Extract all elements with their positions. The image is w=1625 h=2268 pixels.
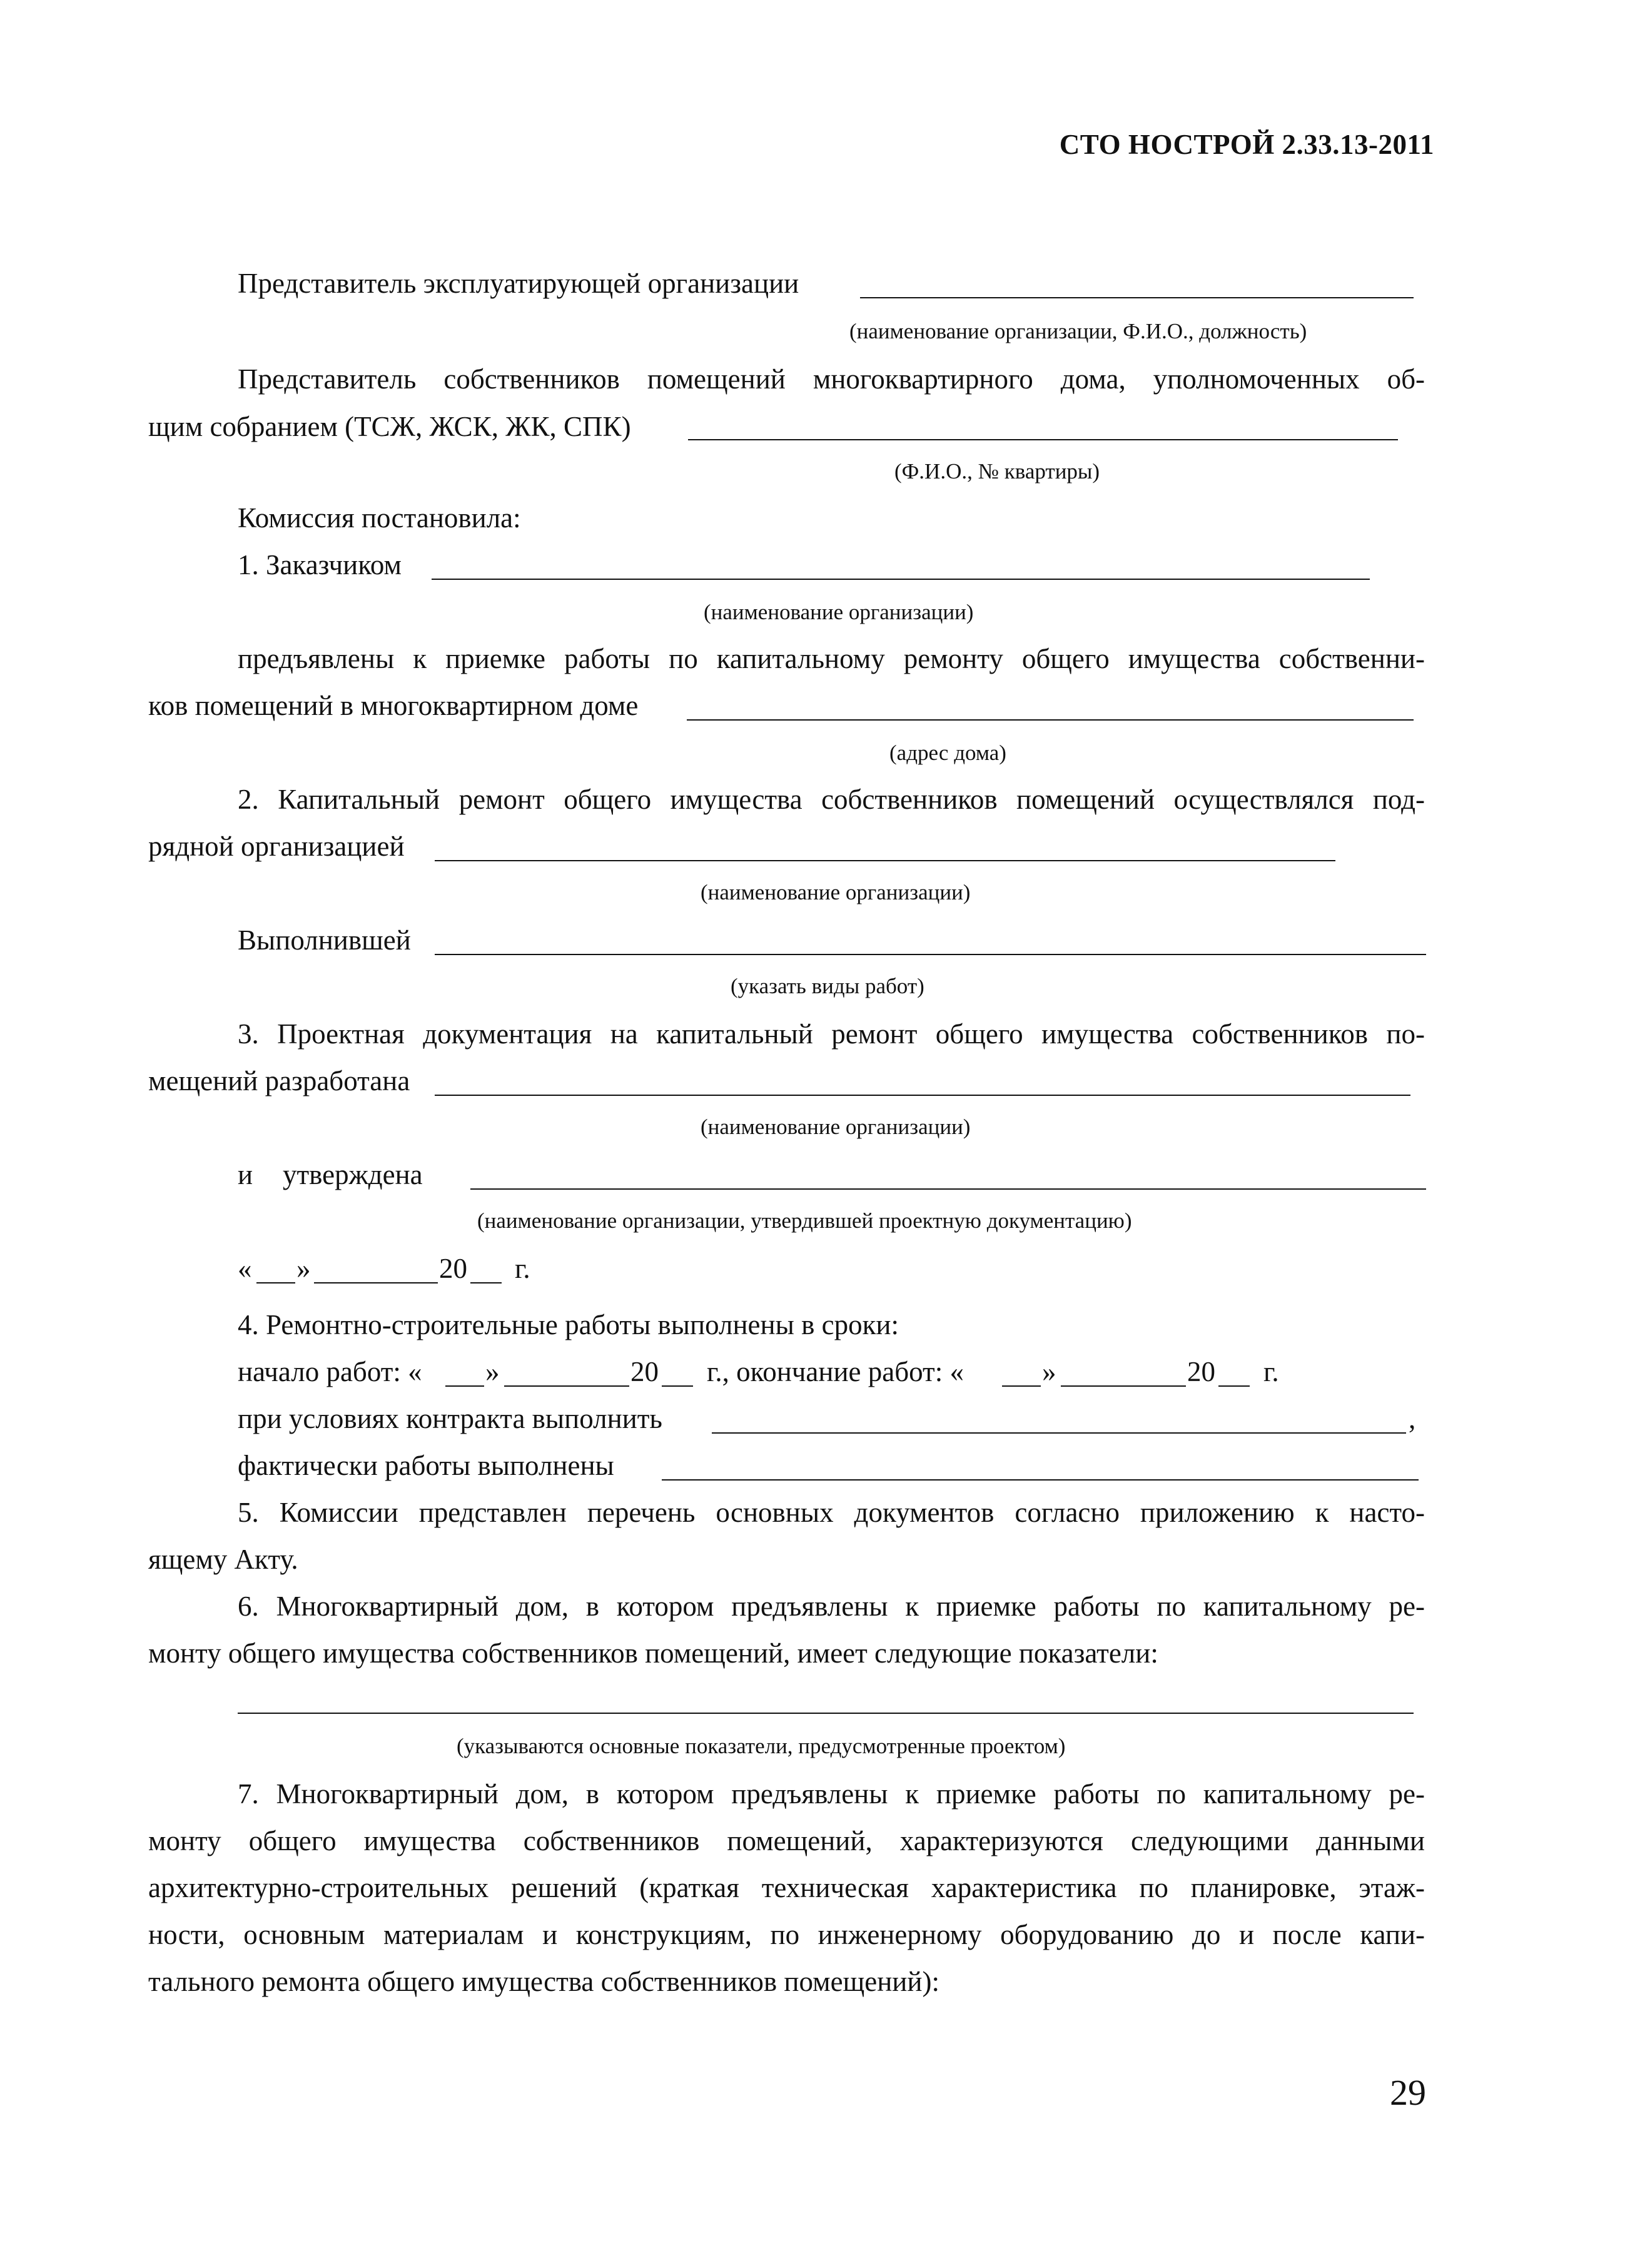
start-label: начало работ: «	[238, 1356, 422, 1387]
indicators-blank[interactable]	[238, 1713, 1414, 1714]
owners-rep-hint: (Ф.И.О., № квартиры)	[894, 459, 1100, 483]
terms-heading: 4. Ремонтно-строительные работы выполнены в сроки:	[238, 1309, 899, 1340]
contract-comma: ,	[1409, 1403, 1416, 1434]
p7-line-3: архитектурно-строительных решений (краткая техническая характеристика по планировке, этаж-	[148, 1872, 1425, 1903]
contractor-hint: (наименование организации)	[701, 880, 971, 904]
document-code: СТО НОСТРОЙ 2.33.13-2011	[1059, 129, 1434, 160]
indicators-hint: (указываются основные показатели, предусмотренные проектом)	[457, 1734, 1066, 1758]
actual-label: фактически работы выполнены	[238, 1450, 614, 1481]
commission-heading: Комиссия постановила:	[238, 502, 521, 534]
end-year-suffix: г.	[1263, 1356, 1279, 1387]
contractor-line-2: рядной организацией	[148, 831, 405, 862]
end-day-blank[interactable]	[1002, 1385, 1041, 1387]
operating-org-label: Представитель эксплуатирующей организации	[238, 268, 799, 299]
start-month-blank[interactable]	[504, 1385, 629, 1387]
design-line-1: 3. Проектная документация на капитальный ремонт общего имущества собственников по-	[238, 1018, 1425, 1050]
start-close-quote: »	[485, 1356, 500, 1387]
date-day-blank[interactable]	[256, 1282, 295, 1283]
p7-line-1: 7. Многоквартирный дом, в котором предъявлены к приемке работы по капитальному ре-	[238, 1778, 1425, 1810]
owners-rep-line-2: щим собранием (ТСЖ, ЖСК, ЖК, СПК)	[148, 411, 631, 442]
contract-blank[interactable]	[712, 1432, 1406, 1434]
date-close-quote: »	[296, 1253, 311, 1284]
start-year-blank[interactable]	[662, 1385, 693, 1387]
start-year-prefix: 20	[630, 1356, 659, 1387]
end-year-prefix: 20	[1187, 1356, 1215, 1387]
works-hint: (указать виды работ)	[731, 974, 924, 998]
presented-line-1: предъявлены к приемке работы по капитальному ремонту общего имущества собственни-	[238, 643, 1425, 674]
p7-line-4: ности, основным материалам и конструкциям, по инженерному оборудованию до и после капи-	[148, 1919, 1425, 1950]
docs-line-1: 5. Комиссии представлен перечень основных документов согласно приложению к насто-	[238, 1497, 1425, 1528]
end-month-blank[interactable]	[1061, 1385, 1186, 1387]
operating-org-blank[interactable]	[860, 297, 1414, 298]
contractor-blank[interactable]	[435, 860, 1335, 861]
design-blank[interactable]	[435, 1095, 1410, 1096]
start-day-blank[interactable]	[445, 1385, 484, 1387]
address-hint: (адрес дома)	[889, 741, 1006, 765]
p7-line-5: тального ремонта общего имущества собственников помещений):	[148, 1966, 939, 1997]
operating-org-hint: (наименование организации, Ф.И.О., должность)	[849, 319, 1307, 343]
owners-rep-line-1: Представитель собственников помещений многоквартирного дома, уполномоченных об-	[238, 363, 1425, 395]
end-year-blank[interactable]	[1218, 1385, 1250, 1387]
contractor-line-1: 2. Капитальный ремонт общего имущества собственников помещений осуществлялся под-	[238, 784, 1425, 815]
works-blank[interactable]	[435, 954, 1426, 955]
owners-rep-blank[interactable]	[688, 439, 1398, 440]
actual-blank[interactable]	[662, 1479, 1419, 1481]
end-close-quote: »	[1042, 1356, 1056, 1387]
approved-hint: (наименование организации, утвердившей проектную документацию)	[477, 1208, 1132, 1233]
date-year-prefix: 20	[439, 1253, 467, 1284]
design-hint: (наименование организации)	[701, 1115, 971, 1139]
end-label: г., окончание работ: «	[707, 1356, 964, 1387]
p6-line-2: монту общего имущества собственников помещений, имеет следующие показатели:	[148, 1638, 1158, 1669]
customer-blank[interactable]	[432, 579, 1370, 580]
approved-blank[interactable]	[470, 1188, 1426, 1190]
date-year-blank[interactable]	[470, 1282, 502, 1283]
presented-line-2: ков помещений в многоквартирном доме	[148, 690, 639, 721]
approved-label: утверждена	[283, 1159, 423, 1190]
customer-hint: (наименование организации)	[704, 600, 974, 624]
p6-line-1: 6. Многоквартирный дом, в котором предъявлены к приемке работы по капитальному ре-	[238, 1591, 1425, 1622]
contract-label: при условиях контракта выполнить	[238, 1403, 662, 1434]
approved-and: и	[238, 1159, 253, 1190]
page-number: 29	[1390, 2072, 1426, 2113]
design-line-2: мещений разработана	[148, 1065, 410, 1096]
date-open-quote: «	[238, 1253, 252, 1284]
docs-line-2: ящему Акту.	[148, 1544, 298, 1575]
customer-label: 1. Заказчиком	[238, 549, 402, 580]
address-blank[interactable]	[687, 719, 1414, 721]
date-month-blank[interactable]	[314, 1282, 438, 1283]
performed-label: Выполнившей	[238, 924, 411, 956]
p7-line-2: монту общего имущества собственников помещений, характеризуются следующими данными	[148, 1825, 1425, 1856]
date-year-suffix: г.	[515, 1253, 530, 1284]
